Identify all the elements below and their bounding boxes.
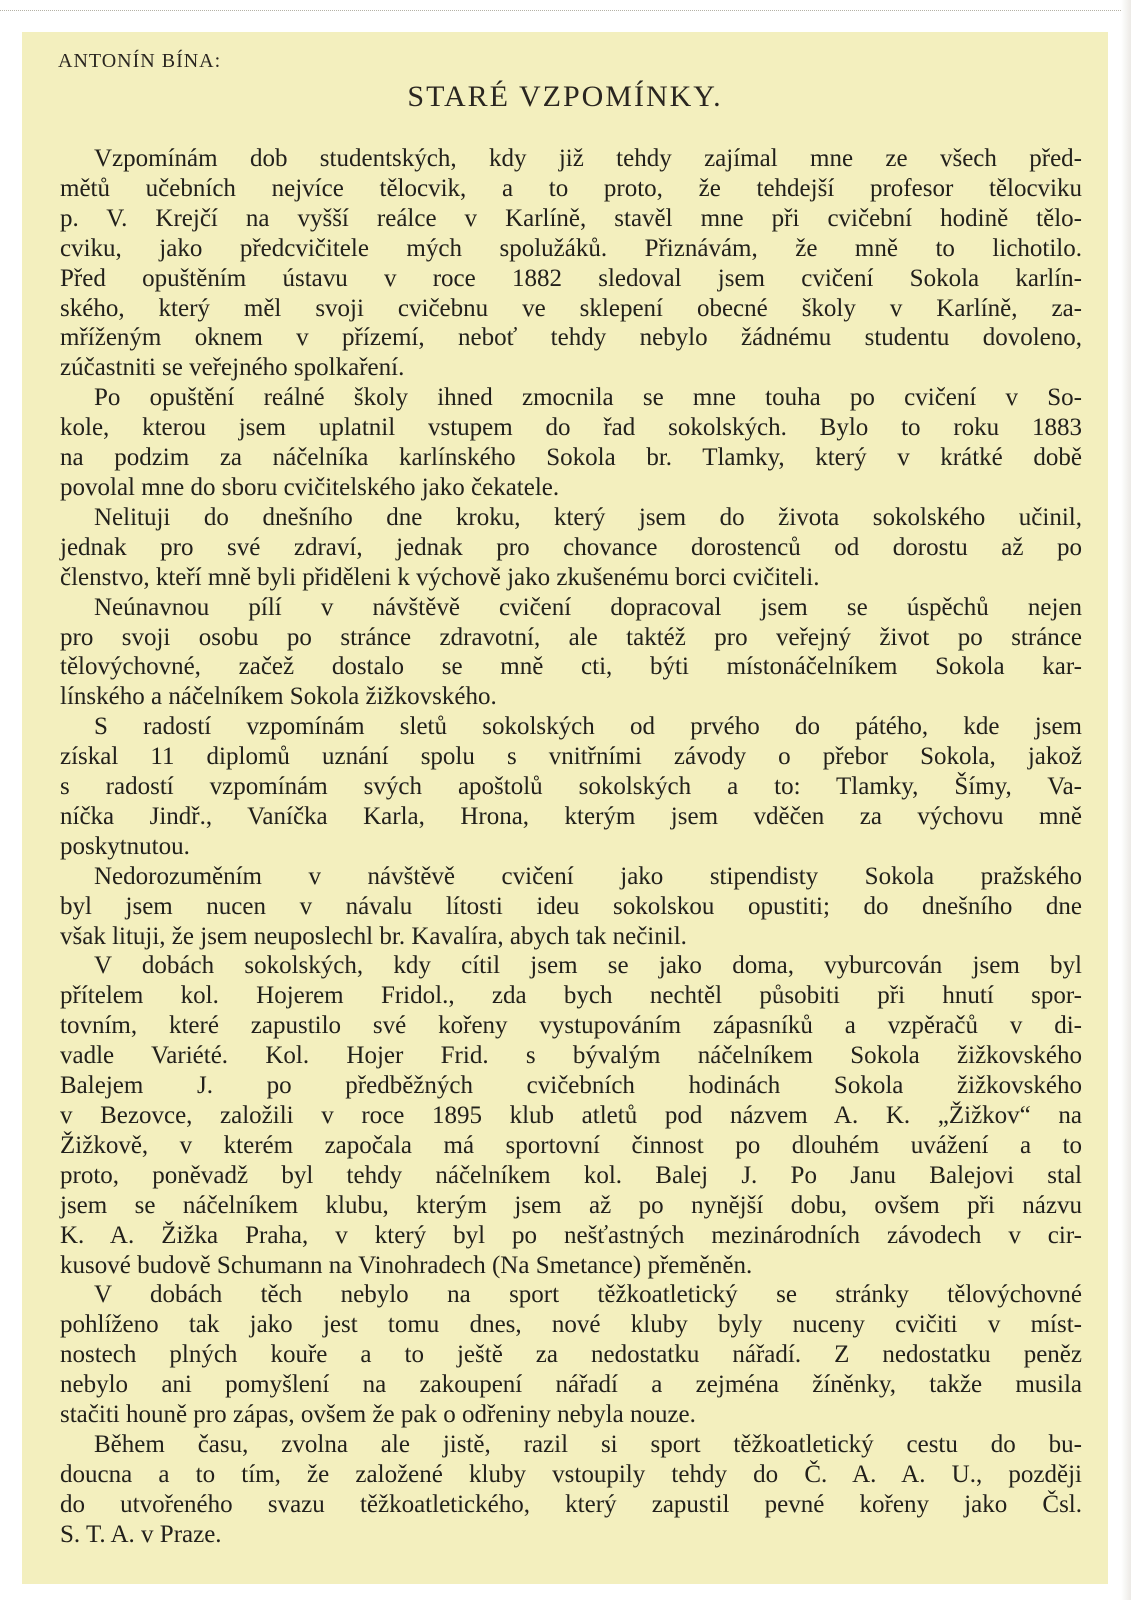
paragraph <box>60 383 1082 503</box>
text-line: pro svoji osobu po stránce zdravotní, ale taktéž pro veřejný život po stránce <box>60 623 1082 651</box>
text-line: přítelem kol. Hojerem Fridol., zda bych nechtěl působiti při hnutí spor- <box>60 982 1082 1010</box>
text-line: do utvořeného svazu těžkoatletického, který zapustil pevné kořeny jako Čsl. <box>60 1490 1082 1518</box>
text-line: stačiti houně pro zápas, ovšem že pak o odřeniny nebyla nouze. <box>60 1401 696 1429</box>
text-line: mříženým oknem v přízemí, neboť tehdy nebylo žádnému studentu dovoleno, <box>60 324 1082 352</box>
text-line: Neúnavnou pílí v návštěvě cvičení dopracoval jsem se úspěchů nejen <box>94 593 1082 621</box>
text-line: tovním, které zapustilo své kořeny vystupováním zápasníků a vzpěračů v di- <box>60 1012 1082 1040</box>
text-line: ského, který měl svoji cvičebnu ve sklepení obecné školy v Karlíně, za- <box>60 294 1082 322</box>
text-line: jsem se náčelníkem klubu, kterým jsem až po nynější dobu, ovšem při názvu <box>60 1191 1082 1219</box>
paragraph <box>60 862 1082 952</box>
text-line: v Bezovce, založili v roce 1895 klub atletů pod názvem A. K. „Žižkov“ na <box>60 1102 1082 1129</box>
text-line: cviku, jako předcvičitele mých spolužáků. Přiznávám, že mně to lichotilo. <box>60 234 1082 262</box>
text-line: Před opuštěním ústavu v roce 1882 sledoval jsem cvičení Sokola karlín- <box>60 264 1082 292</box>
text-line: V dobách sokolských, kdy cítil jsem se jako doma, vyburcován jsem byl <box>94 952 1082 980</box>
text-line: Žižkově, v kterém započala má sportovní činnost po dlouhém uvážení a to <box>60 1131 1082 1159</box>
text-line: získal 11 diplomů uznání spolu s vnitřními závody o přebor Sokola, jakož <box>60 743 1082 771</box>
text-line: proto, poněvadž byl tehdy náčelníkem kol. Balej J. Po Janu Balejovi stal <box>60 1161 1082 1189</box>
paragraph <box>60 1280 1082 1430</box>
text-line: kusové budově Schumann na Vinohradech (Na Smetance) přeměněn. <box>60 1251 753 1279</box>
text-line: níčka Jindř., Vaníčka Karla, Hrona, kterým jsem vděčen za výchovu mně <box>60 802 1082 830</box>
text-line: Po opuštění reálné školy ihned zmocnila se mne touha po cvičení v So- <box>94 384 1082 412</box>
text-line: doucna a to tím, že založené kluby vstoupily tehdy do Č. A. A. U., později <box>60 1460 1082 1488</box>
text-line: S radostí vzpomínám sletů sokolských od prvého do pátého, kde jsem <box>94 713 1082 741</box>
text-line: na podzim za náčelníka karlínského Sokola br. Tlamky, který v krátké době <box>60 444 1082 472</box>
scanned-page <box>22 32 1108 1584</box>
paragraph <box>60 144 1082 383</box>
text-line: Nelituji do dnešního dne kroku, který jsem do života sokolského učinil, <box>94 503 1082 531</box>
text-line: poskytnutou. <box>60 832 190 860</box>
text-line: kole, kterou jsem uplatnil vstupem do řad sokolských. Bylo to roku 1883 <box>60 414 1082 442</box>
text-line: p. V. Krejčí na vyšší reálce v Karlíně, stavěl mne při cvičební hodině tělo- <box>60 204 1082 232</box>
text-line: Vzpomínám dob studentských, kdy již tehdy zajímal mne ze všech před- <box>94 145 1082 172</box>
text-line: nostech plných kouře a to ještě za nedostatku nářadí. Z nedostatku peněz <box>60 1341 1082 1369</box>
text-line: pohlíženo tak jako jest tomu dnes, nové kluby byly nuceny cvičiti v míst- <box>60 1311 1082 1339</box>
text-line: nebylo ani pomyšlení na zakoupení nářadí a zejména žíněnky, takže musila <box>60 1371 1082 1399</box>
text-line: zúčastniti se veřejného spolkaření. <box>60 354 405 382</box>
paragraph <box>60 503 1082 593</box>
text-line: Balejem J. po předběžných cvičebních hodinách Sokola žižkovského <box>60 1072 1082 1100</box>
text-line: S. T. A. v Praze. <box>60 1520 222 1548</box>
text-line: však lituji, že jsem neuposlechl br. Kavalíra, abych tak nečinil. <box>60 922 687 950</box>
text-line: vadle Variété. Kol. Hojer Frid. s bývalým náčelníkem Sokola žižkovského <box>60 1042 1082 1070</box>
paragraph <box>60 1430 1082 1550</box>
text-line: povolal mne do sboru cvičitelského jako čekatele. <box>60 473 560 501</box>
text-line: Během času, zvolna ale jistě, razil si sport těžkoatletický cestu do bu- <box>94 1430 1082 1458</box>
text-line: mětů učebních nejvíce tělocvik, a to proto, že tehdejší profesor tělocviku <box>60 174 1082 202</box>
author-name: ANTONÍN BÍNA: <box>58 50 222 72</box>
text-line: V dobách těch nebylo na sport těžkoatletický se stránky tělovýchovné <box>94 1281 1082 1309</box>
text-line: K. A. Žižka Praha, v který byl po nešťastných mezinárodních závodech v cir- <box>60 1221 1082 1249</box>
page-edge-shadow <box>1121 0 1131 1600</box>
text-line: členstvo, kteří mně byli přiděleni k výchově jako zkušenému borci cvičiteli. <box>60 563 820 591</box>
paragraph <box>60 593 1082 713</box>
text-line: s radostí vzpomínám svých apoštolů sokolských a to: Tlamky, Šímy, Va- <box>60 773 1082 801</box>
top-dotted-rule <box>0 10 1131 11</box>
paragraph <box>60 712 1082 862</box>
article-title: STARÉ VZPOMÍNKY. <box>407 80 723 113</box>
text-line: jednak pro své zdraví, jednak pro chovance dorostenců od dorostu až po <box>60 533 1082 561</box>
text-line: tělovýchovné, začež dostalo se mně cti, býti místonáčelníkem Sokola kar- <box>60 653 1082 681</box>
text-line: línského a náčelníkem Sokola žižkovského. <box>60 683 497 711</box>
article-body <box>60 144 1082 1550</box>
text-line: byl jsem nucen v návalu lítosti ideu sokolskou opustiti; do dnešního dne <box>60 892 1082 920</box>
paragraph <box>60 951 1082 1280</box>
text-line: Nedorozuměním v návštěvě cvičení jako stipendisty Sokola pražského <box>94 862 1082 890</box>
